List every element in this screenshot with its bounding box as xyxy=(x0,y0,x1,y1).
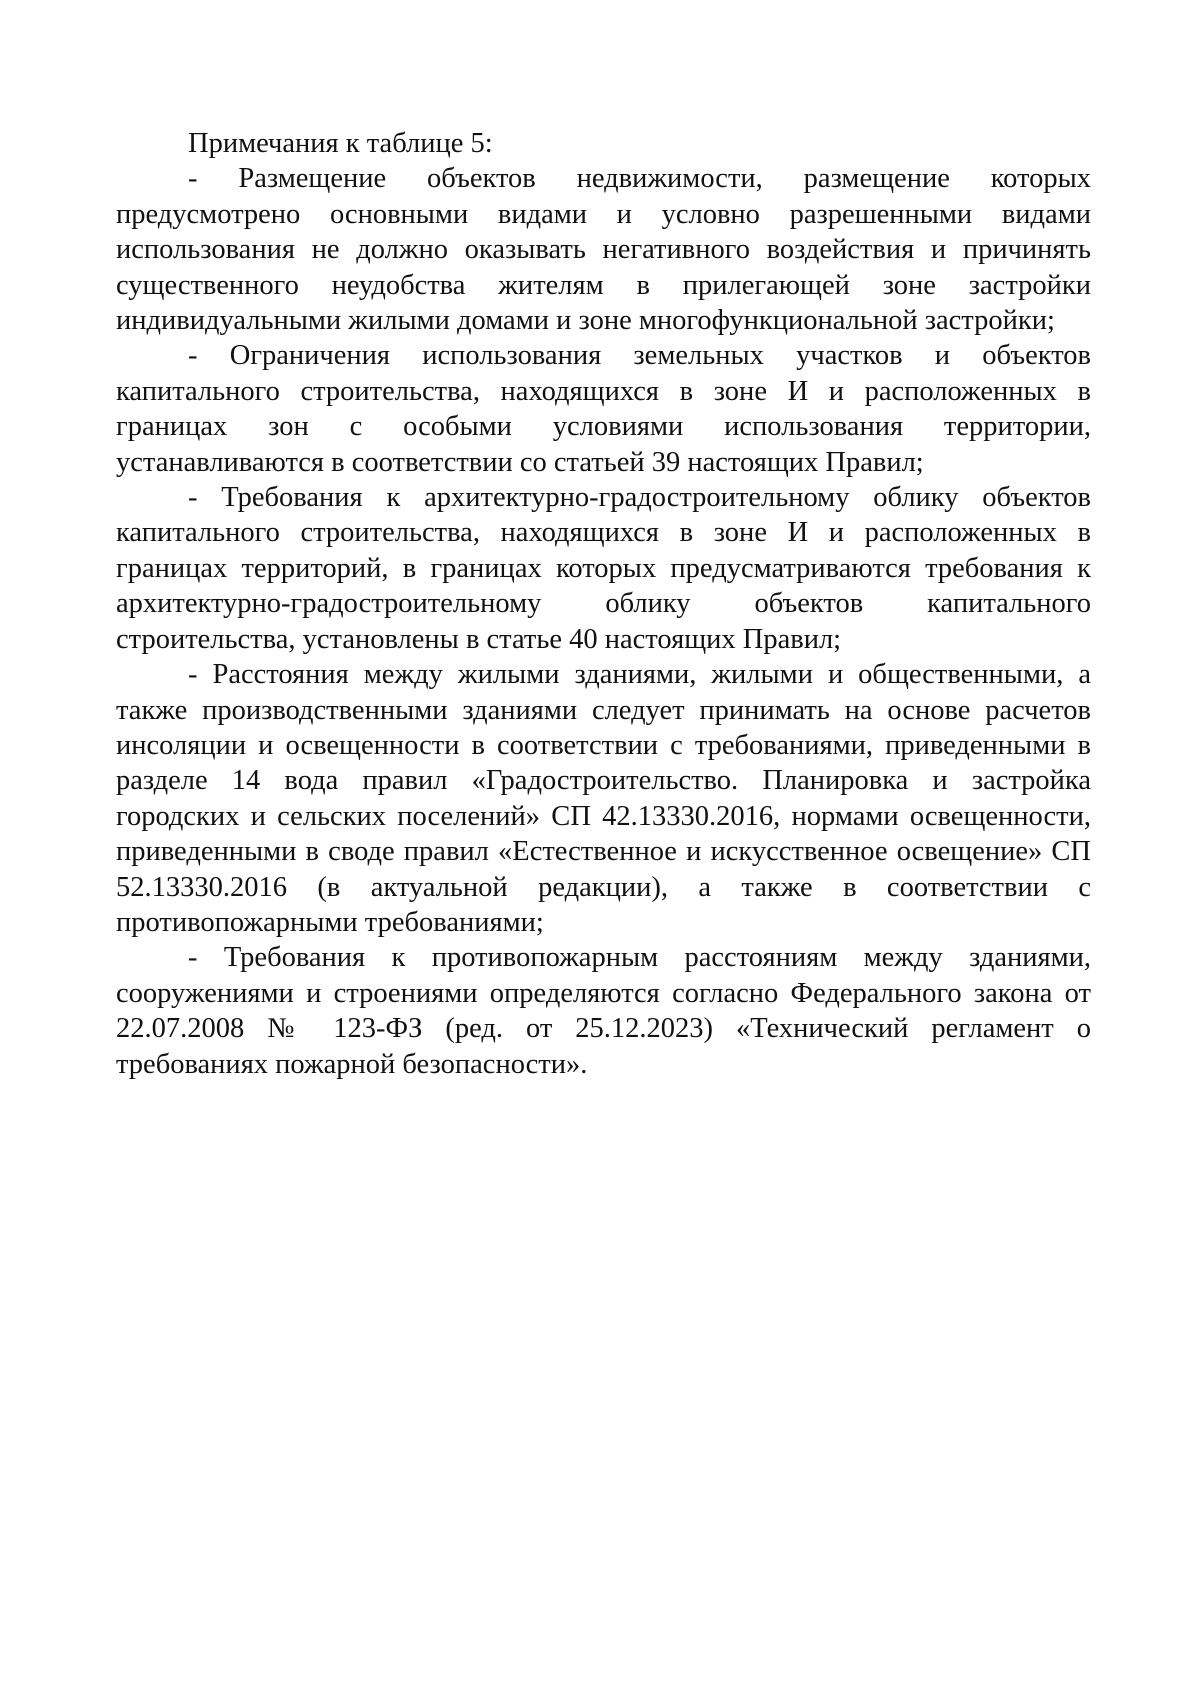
document-body xyxy=(116,126,1091,1082)
note-paragraph-3: - Требования к архитектурно-градостроительному облику объектов капитального строительства, находящихся в зоне И и расположенных в границах территорий, в границах которых предусматриваются требования к архитектурно-градостроительному облику объектов капитального строительства, установлены в статье 40 настоящих Правил; xyxy=(116,482,1091,655)
notes-heading: Примечания к таблице 5: xyxy=(188,128,493,159)
note-paragraph-1: - Размещение объектов недвижимости, размещение которых предусмотрено основными видами и условно разрешенными видами использования не должно оказывать негативного воздействия и причинять существенного неудобства жителям в прилегающей зоне застройки индивидуальными жилыми домами и зоне многофункциональной застройки; xyxy=(116,163,1091,337)
note-paragraph-5: - Требования к противопожарным расстояниям между зданиями, сооружениями и строениями определяются согласно Федерального закона от 22.07.2008 № 123-ФЗ (ред. от 25.12.2023) «Технический регламент о требованиях пожарной безопасности». xyxy=(116,942,1091,1080)
note-paragraph-2: - Ограничения использования земельных участков и объектов капитального строительства, находящихся в зоне И и расположенных в границах зон с особыми условиями использования территории, устанавливаются в соответствии со статьей 39 настоящих Правил; xyxy=(116,340,1091,478)
note-paragraph-4: - Расстояния между жилыми зданиями, жилыми и общественными, а также производственными зданиями следует принимать на основе расчетов инсоляции и освещенности в соответствии с требованиями, приведенными в разделе 14 вода правил «Градостроительство. Планировка и застройка городских и сельских поселений» СП 42.13330.2016, нормами освещенности, приведенными в своде правил «Естественное и искусственное освещение» СП 52.13330.2016 (в актуальной редакции), а также в соответствии с противопожарными требованиями; xyxy=(116,659,1091,938)
